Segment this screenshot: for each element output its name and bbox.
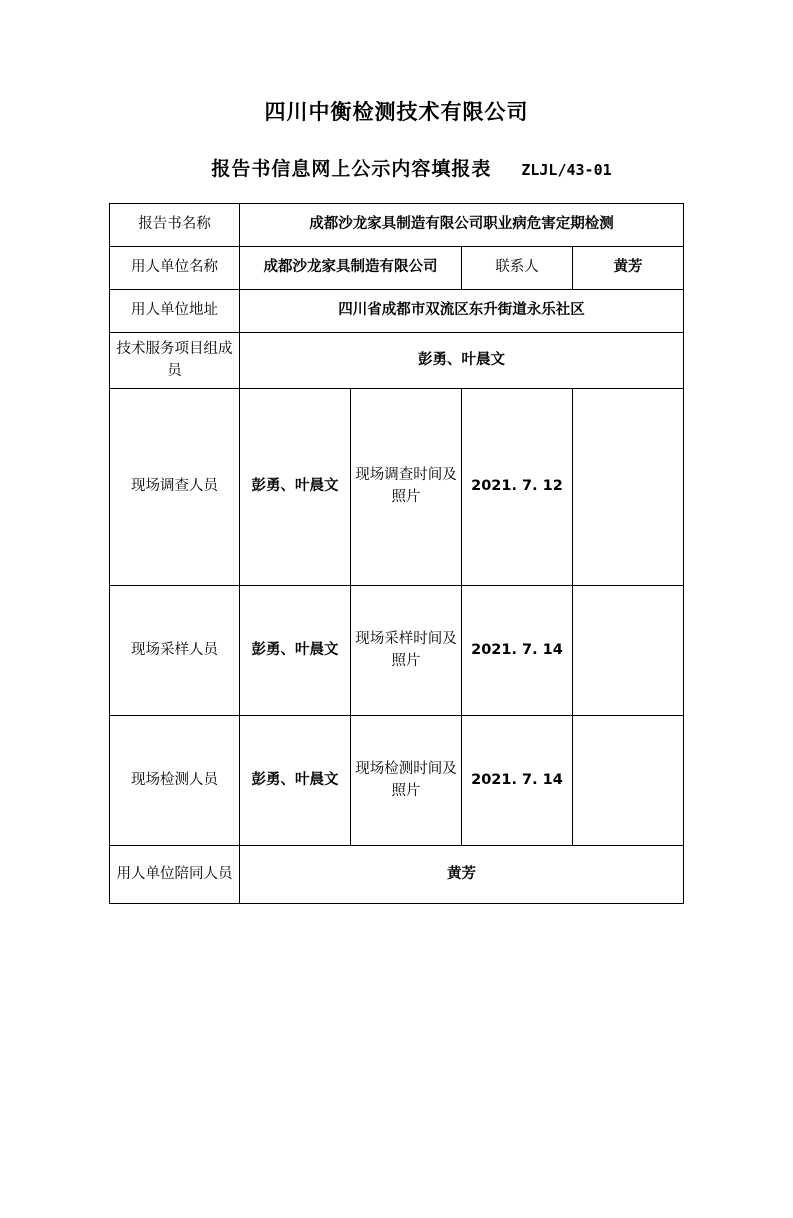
accompany-label: 用人单位陪同人员 — [110, 846, 240, 904]
survey-photo — [573, 389, 684, 586]
detection-role-label: 现场检测人员 — [110, 716, 240, 846]
sampling-item-label: 现场采样时间及照片 — [351, 586, 462, 716]
table-row — [110, 333, 684, 389]
detection-date: 2021. 7. 14 — [462, 716, 573, 846]
employer-address-label: 用人单位地址 — [110, 290, 240, 333]
employer-name-label: 用人单位名称 — [110, 247, 240, 290]
team-value: 彭勇、叶晨文 — [240, 333, 684, 389]
survey-date: 2021. 7. 12 — [462, 389, 573, 586]
sampling-persons: 彭勇、叶晨文 — [240, 586, 351, 716]
document-page — [0, 96, 793, 1218]
sampling-date: 2021. 7. 14 — [462, 586, 573, 716]
sampling-photo — [573, 586, 684, 716]
table-row — [110, 846, 684, 904]
form-title: 报告书信息网上公示内容填报表 — [211, 158, 492, 180]
survey-item-label: 现场调查时间及照片 — [351, 389, 462, 586]
table-row — [110, 290, 684, 333]
detection-persons: 彭勇、叶晨文 — [240, 716, 351, 846]
survey-persons: 彭勇、叶晨文 — [240, 389, 351, 586]
survey-role-label: 现场调查人员 — [110, 389, 240, 586]
detection-item-label: 现场检测时间及照片 — [351, 716, 462, 846]
report-info-table — [109, 203, 684, 904]
employer-name-value: 成都沙龙家具制造有限公司 — [240, 247, 462, 290]
report-name-label: 报告书名称 — [110, 204, 240, 247]
employer-address-value: 四川省成都市双流区东升街道永乐社区 — [240, 290, 684, 333]
team-label: 技术服务项目组成员 — [110, 333, 240, 389]
form-code: ZLJL/43-01 — [521, 161, 612, 179]
table-row — [110, 586, 684, 716]
contact-label: 联系人 — [462, 247, 573, 290]
table-row — [110, 204, 684, 247]
contact-value: 黄芳 — [573, 247, 684, 290]
table-row — [110, 716, 684, 846]
report-name-value: 成都沙龙家具制造有限公司职业病危害定期检测 — [240, 204, 684, 247]
subtitle-row — [0, 154, 793, 181]
table-row — [110, 389, 684, 586]
table-row — [110, 247, 684, 290]
detection-photo — [573, 716, 684, 846]
sampling-role-label: 现场采样人员 — [110, 586, 240, 716]
accompany-value: 黄芳 — [240, 846, 684, 904]
company-title: 四川中衡检测技术有限公司 — [264, 100, 529, 124]
